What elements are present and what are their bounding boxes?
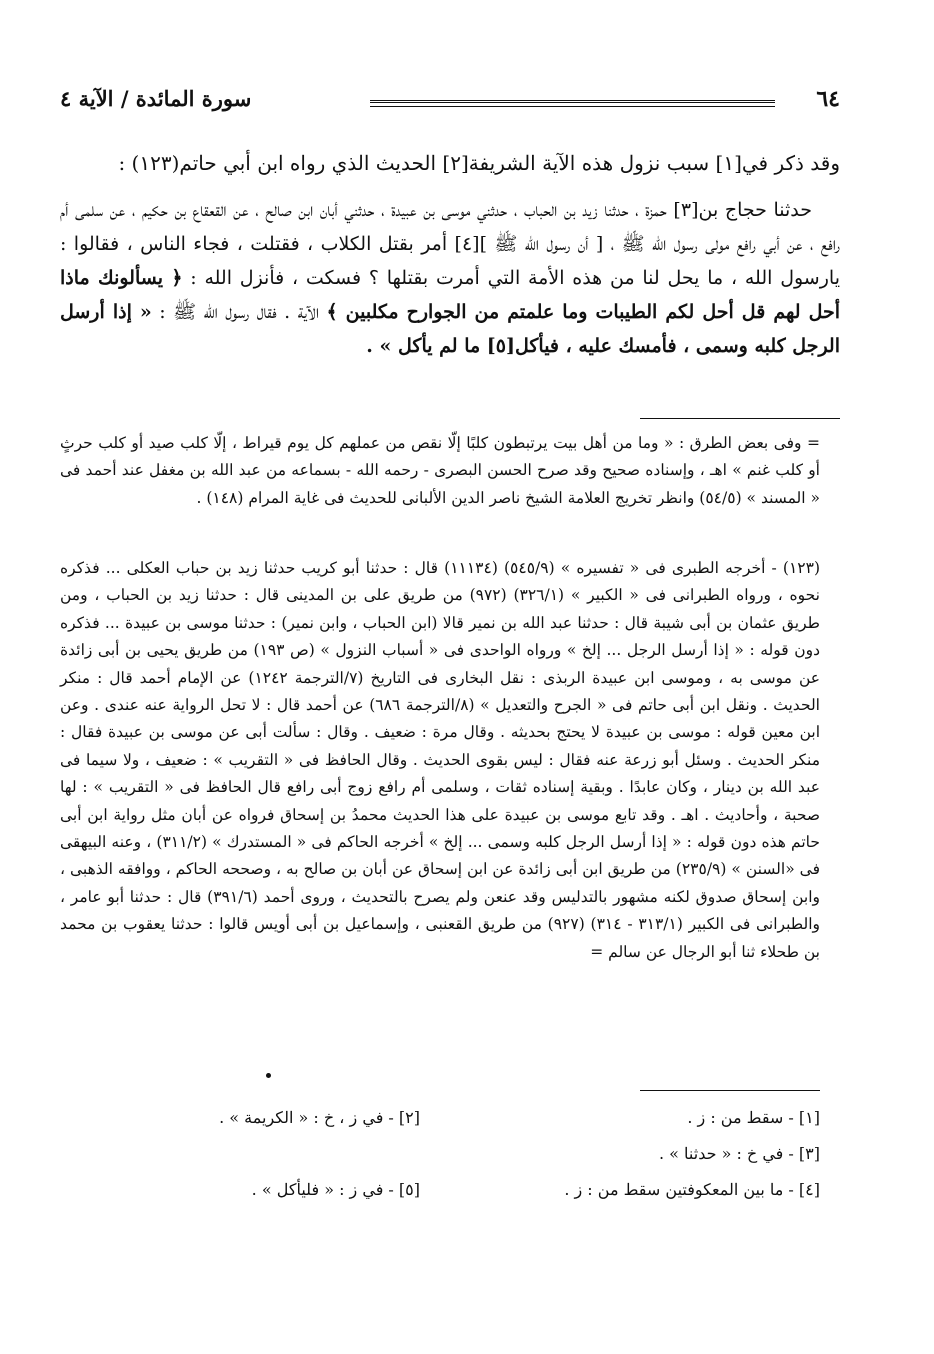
variant-note-2: [٢] - في ز ، خ : « الكريمة » . — [219, 1108, 420, 1127]
variant-notes-separator — [640, 1090, 820, 1091]
footnote-123 — [60, 555, 820, 966]
intro-paragraph: وقد ذكر في[١] سبب نزول هذه الآية الشريفة[٢] الحديث الذي رواه ابن أبي حاتم(١٢٣) : — [118, 151, 840, 175]
hadith-text-1: حدثنا حجاج بن[٣] حمزة ، حدثنا زيد بن الحباب ، حدثني موسى بن عبيدة ، حدثني أبان ابن صالح ، عن القعقاع بن حكيم ، عن سلمى أم رافع ، عن أبي رافع مولى رسول الله ﷺ ، [ أن رسول الله ﷺ ][٤] أمر بقتل الكلاب ، فقتلت ، فجاء الناس ، فقالوا : يارسول الله ، ما يحل لنا من هذه الأمة التي أمرت بقتلها ؟ فسكت ، فأنزل الله : — [60, 199, 840, 289]
quran-verse: ﴿ يسألونك ماذا أحل لهم قل أحل لكم الطيبات وما علمتم من الجوارح مكلبين ﴾ — [60, 267, 840, 323]
prophet-quote: « إذا أرسل الرجل كلبه وسمى ، فأمسك عليه ، فيأكل[٥] ما لم يأكل » . — [60, 301, 840, 357]
main-text — [60, 145, 840, 363]
page-number: ٦٤ — [816, 86, 840, 112]
footnote-continuation-text: = وفى بعض الطرق : « وما من أهل بيت يرتبطون كلبًا إلّا نقص من عملهم كل يوم قيراط ، إلّا كلب صيد أو كلب حرثٍ أو كلب غنم » اهـ ، وإسناده صحيح وقد صرح الحسن البصرى - رحمه الله - بسماعه من عبد الله بن مغفل عند أحمد فى « المسند » (٥٤/٥) وانظر تخريج العلامة الشيخ ناصر الدين الألبانى للحديث فى غاية المرام (١٤٨) . — [60, 434, 820, 507]
footnote-continuation — [60, 430, 820, 512]
variant-note-4: [٤] - ما بين المعكوفتين سقط من : ز . — [564, 1180, 820, 1199]
variant-note-3: [٣] - في خ : « حدثنا » . — [659, 1144, 820, 1163]
footnote-123-text: (١٢٣) - أخرجه الطبرى فى « تفسيره » (٥٤٥/٩) (١١١٣٤) قال : حدثنا أبو كريب حدثنا زيد بن حباب العكلى ... فذكره نحوه ، ورواه الطبرانى فى « الكبير » (٣٢٦/١) (٩٧٢) من طريق على بن المدينى قال : حدثنا زيد بن الحباب ، ومن طريق عثمان بن أبى شيبة قال : حدثنا عبد الله بن نمير قالا (ابن الحباب ، وابن نمير) : حدثنا موسى بن عبيدة ... فذكره دون قوله : « إذا أرسل الرجل ... إلخ » ورواه الواحدى فى « أسباب النزول » (ص ١٩٣) من طريق يحيى بن أبى زائدة عن موسى به ، وموسى ابن عبيدة الربذى : نقل البخارى فى التاريخ (٧/الترجمة ١٢٤٢) عن الإمام أحمد قال : منكر الحديث . ونقل ابن أبى حاتم فى « الجرح والتعديل » (٨/الترجمة ٦٨٦) عن أحمد قال : لا تحل الرواية عنه عندى . وعن ابن معين قوله : موسى بن عبيدة لا يحتج بحديثه . وقال مرة : ضعيف . وقال : سألت أبى عن موسى بن عبيدة فقال : منكر الحديث . وسئل أبو زرعة عنه فقال : ليس بقوى الحديث . وقال الحافظ فى « التقريب » : ضعيف ، ولا سيما فى عبد الله بن دينار ، وكان عابدًا . وبقية إسناده ثقات ، وسلمى أم رافع زوج أبى رافع قال الحافظ فى « التقريب » : لها صحبة ، وأحاديث . اهـ . وقد تابع موسى بن عبيدة على هذا الحديث محمدُ بن إسحاق فرواه عن أبان مثل رواية ابن أبى حاتم هذه دون قوله : « إذا أرسل الرجل كلبه وسمى ... إلخ » أخرجه الحاكم فى « المستدرك » (٣١١/٢) ، وعنه البيهقى فى «السنن » (٢٣٥/٩) من طريق ابن أبى زائدة عن ابن إسحاق عن أبان بن صالح به ، وصححه الحاكم ، ووافقه الذهبى ، وابن إسحاق صدوق لكنه مشهور بالتدليس وقد عنعن ولم يصرح بالتحديث ، وروى أحمد (٣٩١/٦) قال : حدثنا أبو عامر ، والطبرانى فى الكبير (٣١٣/١ - ٣١٤) (٩٢٧) من طريق القعنبى ، وإسماعيل بن أبى أويس قالوا : حدثنا يعقوب بن محمد بن طحلاء ثنا أبو الرجال عن سالم = — [60, 559, 821, 961]
footnote-separator — [640, 418, 840, 419]
variant-note-1: [١] - سقط من : ز . — [687, 1108, 820, 1127]
hadith-text-2: الآية . فقال رسول الله ﷺ : — [151, 301, 327, 323]
variant-note-5: [٥] - في ز : « فليأكل » . — [251, 1180, 420, 1199]
header-rule — [370, 100, 775, 107]
page-header — [60, 86, 840, 120]
running-title: سورة المائدة / الآية ٤ — [60, 86, 252, 111]
ink-dot — [266, 1073, 271, 1078]
hadith-paragraph — [60, 193, 840, 363]
